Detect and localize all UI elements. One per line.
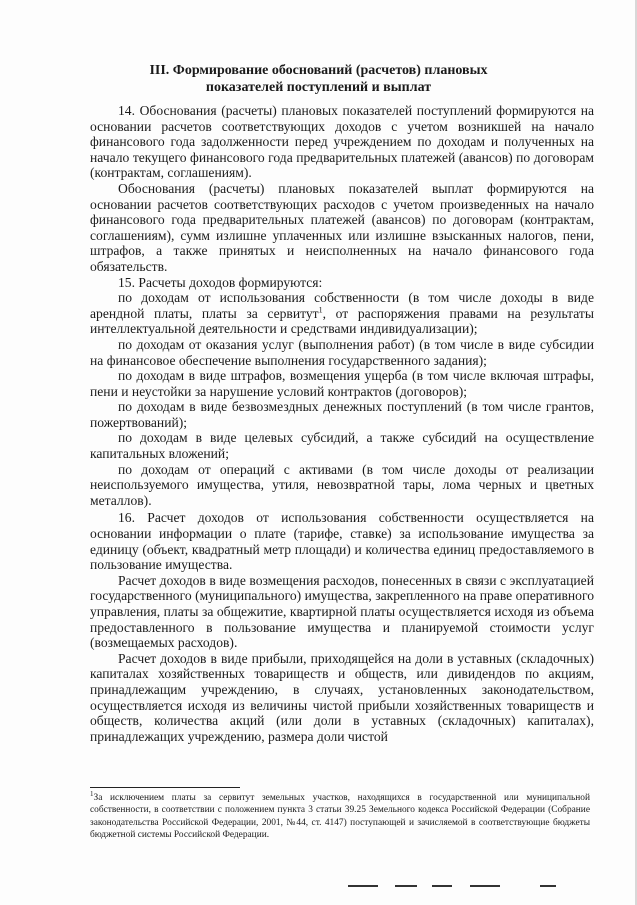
paragraph-14: 14. Обоснования (расчеты) плановых показателей поступлений формируются на основании расчетов соответствующих доходов с учетом возникшей на начало финансового года задолженности перед учреждением по доходам и полученных на начало текущего финансового года предварительных платежей (авансов) по договорам (контрактам, соглашениям).	[90, 103, 594, 181]
list-item-services-income: по доходам от оказания услуг (выполнения работ) (в том числе в виде субсидии на финансовое обеспечение выполнения государственного задания);	[90, 336, 594, 368]
paragraph-profit: Расчет доходов в виде прибыли, приходящейся на доли в уставных (складочных) капиталах хозяйственных товариществ и обществ, или дивидендов по акциям, принадлежащим учреждению, в случаях, установленных законодательством, осуществляется исходя из величины чистой прибыли хозяйственных товариществ и обществ, количества акций (или доли в уставных (складочных) капиталах), принадлежащих учреждению, размера доли чистой	[90, 650, 594, 744]
list-item-property-income-text-b: , от распоряжения правами на результаты интеллектуальной деятельности и средствами индивидуализации);	[90, 305, 594, 337]
footnote-separator	[90, 787, 240, 788]
paragraph-payments: Обоснования (расчеты) плановых показателей выплат формируются на основании расчетов соответствующих расходов с учетом произведенных на начало финансового года предварительных платежей (авансов) по договорам (контрактам, соглашениям), сумм излишне уплаченных или излишне взысканных налогов, пени, штрафов, а также принятых и неисполненных на начало финансового года обязательств.	[90, 180, 594, 274]
section-title-line-2: показателей поступлений и выплат	[205, 80, 432, 95]
list-item-subsidies-income: по доходам в виде целевых субсидий, а также субсидий на осуществление капитальных вложений;	[90, 430, 594, 462]
paragraph-15: 15. Расчеты доходов формируются:	[118, 274, 323, 290]
scan-mark	[540, 885, 556, 887]
paragraph-reimbursement: Расчет доходов в виде возмещения расходов, понесенных в связи с эксплуатацией государственного (муниципального) имущества, закрепленного на праве оперативного управления, платы за общежитие, квартирной платы осуществляется исходя из объема предоставленного в пользование имущества и планируемой стоимости услуг (возмещаемых расходов).	[90, 572, 594, 651]
list-item-fines-income: по доходам в виде штрафов, возмещения ущерба (в том числе включая штрафы, пени и неустойки за нарушение условий контрактов (договоров);	[90, 368, 594, 399]
footnote-text: За исключением платы за сервитут земельных участков, находящихся в государственной или муниципальной собственности, в соответствии с положением пункта 3 статьи 39.25 Земельного кодекса Российской Федерации (Собрание законодательства Российской Федерации, 2001, №44, ст. 4147) поступающей и зачисляемой в соответствующие бюджеты бюджетной системы Российской Федерации.	[90, 793, 590, 841]
list-item-property-income-text-a: по доходам от использования собственности (в том числе доходы в виде арендной платы, платы за сервитут	[90, 290, 594, 321]
footnote-mark: 1	[90, 789, 94, 798]
scan-mark	[348, 885, 378, 887]
list-item-assets-income: по доходам от операций с активами (в том числе доходы от реализации неиспользуемого имущества, утиля, невозвратной тары, лома черных и цветных металлов).	[90, 461, 594, 508]
paragraph-16: 16. Расчет доходов от использования собственности осуществляется на основании информации о плате (тарифе, ставке) за использование имущества за единицу (объект, квадратный метр площади) и количества единиц предоставляемого в пользование имущества.	[90, 510, 594, 573]
scan-mark	[432, 885, 452, 887]
document-body	[90, 101, 594, 744]
scan-mark	[395, 885, 417, 887]
list-item-property-income	[90, 290, 594, 337]
section-title	[60, 62, 577, 96]
section-title-line-1: III. Формирование обоснований (расчетов) плановых	[149, 63, 488, 78]
scan-mark	[470, 885, 500, 887]
list-item-grants-income: по доходам в виде безвозмездных денежных поступлений (в том числе грантов, пожертвований);	[90, 399, 594, 430]
footnote	[90, 789, 590, 842]
footnote-reference: 1	[318, 305, 323, 315]
